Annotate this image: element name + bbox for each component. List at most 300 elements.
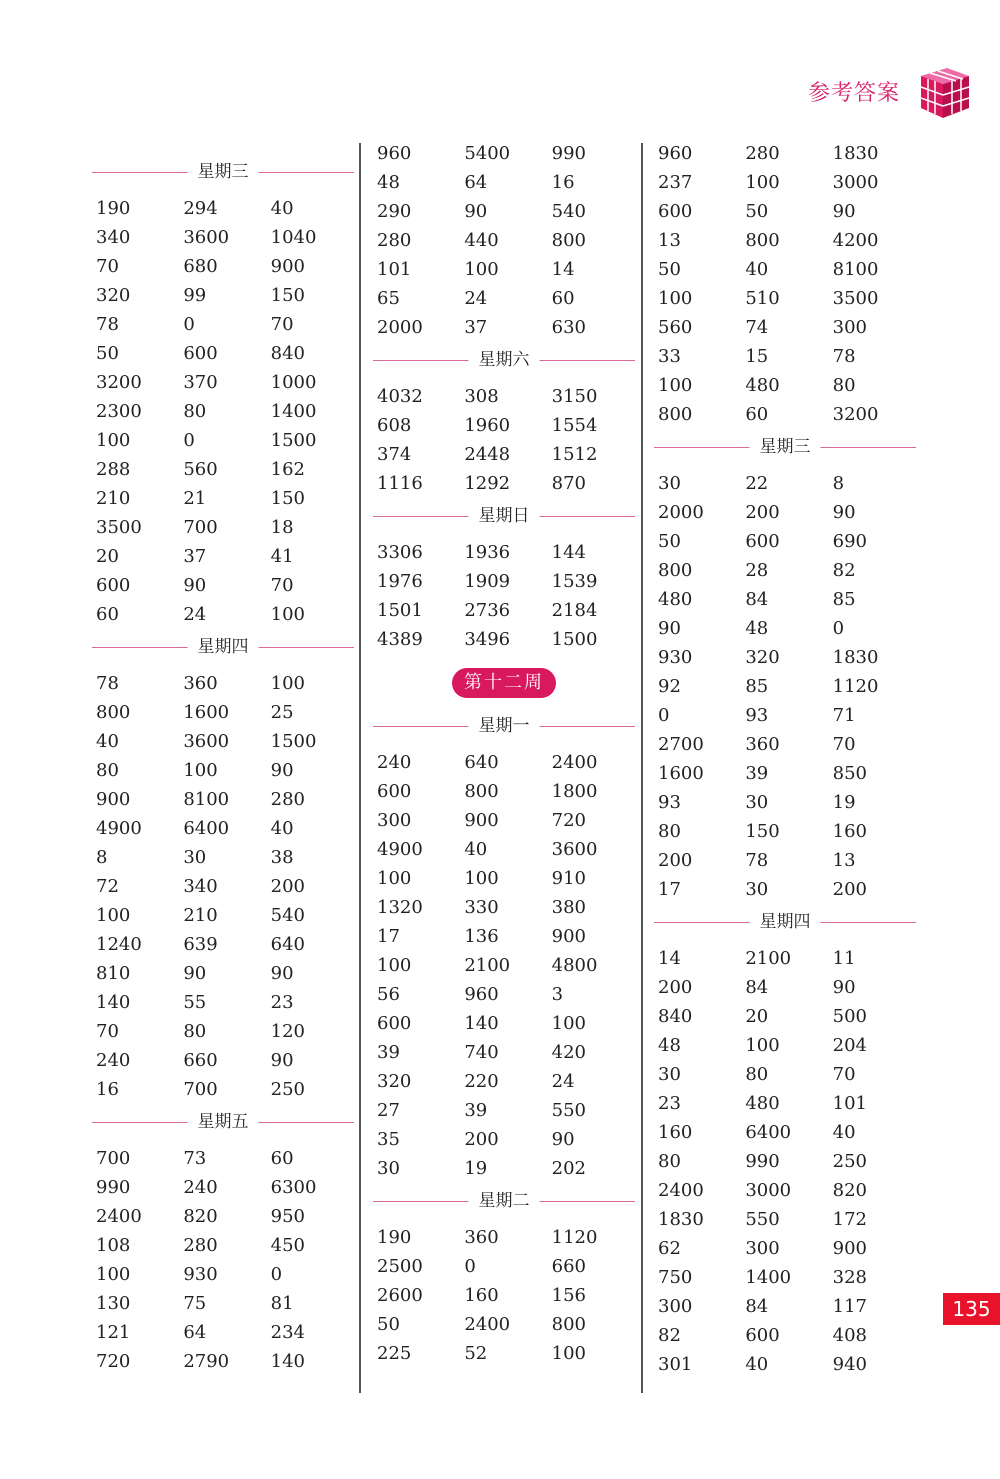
answer-value: 600 (377, 1013, 412, 1034)
answer-value: 200 (270, 876, 306, 897)
answer-value: 90 (270, 760, 294, 781)
answer-value: 48 (377, 172, 400, 193)
answer-value: 639 (183, 934, 218, 955)
answer-value: 4900 (96, 818, 142, 839)
answer-value: 1240 (96, 934, 142, 955)
answer-value: 2400 (464, 1314, 511, 1335)
answer-row (92, 281, 354, 310)
answer-value: 100 (270, 673, 306, 694)
answer-value: 960 (377, 143, 412, 164)
answer-row (92, 1017, 354, 1046)
answer-value: 3306 (377, 542, 423, 563)
answer-value: 100 (377, 955, 412, 976)
answer-value: 80 (183, 401, 207, 422)
answer-value: 660 (183, 1050, 218, 1071)
answer-value: 990 (551, 143, 587, 164)
answer-block (92, 669, 354, 1104)
answer-value: 640 (270, 934, 306, 955)
answer-row (373, 1252, 635, 1281)
answer-value: 0 (658, 705, 670, 726)
answer-value: 200 (464, 1129, 499, 1150)
answer-value: 13 (658, 230, 681, 251)
answer-value: 64 (183, 1322, 207, 1343)
answer-value: 172 (832, 1209, 868, 1230)
answer-value: 17 (658, 879, 681, 900)
answer-row (654, 255, 916, 284)
answer-row (373, 538, 635, 567)
answer-value: 16 (96, 1079, 119, 1100)
answer-row (92, 959, 354, 988)
answer-value: 2400 (96, 1206, 142, 1227)
section-title: 星期四 (188, 633, 259, 661)
answer-value: 108 (96, 1235, 131, 1256)
answer-value: 740 (464, 1042, 499, 1063)
answer-row (373, 1067, 635, 1096)
answer-value: 1960 (464, 415, 511, 436)
answer-value: 2600 (377, 1285, 423, 1306)
answer-value: 14 (551, 259, 575, 280)
answer-value: 70 (832, 734, 856, 755)
answer-row (654, 788, 916, 817)
answer-row (373, 1339, 635, 1368)
answer-row (373, 1281, 635, 1310)
answer-row (92, 843, 354, 872)
answer-value: 55 (183, 992, 207, 1013)
answer-value: 2184 (551, 600, 598, 621)
answer-value: 3500 (832, 288, 879, 309)
answer-value: 700 (96, 1148, 131, 1169)
section-heading (92, 1108, 354, 1138)
answer-row (654, 1234, 916, 1263)
answer-value: 2500 (377, 1256, 423, 1277)
answer-row (654, 371, 916, 400)
answer-value: 52 (464, 1343, 488, 1364)
answer-value: 810 (96, 963, 131, 984)
answer-value: 3600 (551, 839, 598, 860)
answer-value: 3200 (832, 404, 879, 425)
answer-value: 320 (745, 647, 780, 668)
answer-value: 75 (183, 1293, 207, 1314)
answer-value: 19 (832, 792, 856, 813)
answer-value: 90 (832, 502, 856, 523)
answer-value: 22 (745, 473, 769, 494)
section-heading (373, 502, 635, 532)
answer-value: 2100 (464, 955, 511, 976)
answer-value: 37 (183, 546, 207, 567)
answer-value: 1320 (377, 897, 423, 918)
answer-value: 0 (183, 314, 195, 335)
answer-value: 2400 (658, 1180, 704, 1201)
answer-value: 70 (96, 1021, 119, 1042)
answer-row (373, 951, 635, 980)
answer-value: 60 (270, 1148, 294, 1169)
answer-value: 600 (745, 531, 780, 552)
answer-value: 120 (270, 1021, 306, 1042)
answer-row (654, 1176, 916, 1205)
column-divider-2 (641, 143, 643, 1393)
answer-value: 4200 (832, 230, 879, 251)
answer-value: 190 (96, 198, 131, 219)
answer-row (373, 835, 635, 864)
answer-row (654, 556, 916, 585)
answer-value: 204 (832, 1035, 868, 1056)
answer-value: 2000 (658, 502, 704, 523)
answer-row (654, 1060, 916, 1089)
header-title: 参考答案 (808, 81, 901, 106)
answer-value: 28 (745, 560, 769, 581)
answer-column-3 (654, 139, 916, 1379)
answer-value: 240 (377, 752, 412, 773)
answer-value: 92 (658, 676, 681, 697)
answer-row (92, 872, 354, 901)
answer-value: 234 (270, 1322, 306, 1343)
answer-value: 30 (183, 847, 207, 868)
answer-value: 100 (96, 905, 131, 926)
answer-value: 60 (745, 404, 769, 425)
answer-value: 600 (96, 575, 131, 596)
answer-value: 40 (745, 259, 769, 280)
answer-value: 300 (832, 317, 868, 338)
answer-row (92, 1289, 354, 1318)
answer-row (92, 1347, 354, 1376)
answer-value: 940 (832, 1354, 868, 1375)
section-heading (92, 633, 354, 663)
answer-value: 90 (658, 618, 681, 639)
answer-value: 1830 (832, 143, 879, 164)
answer-value: 690 (832, 531, 868, 552)
answer-row (654, 527, 916, 556)
answer-value: 0 (832, 618, 845, 639)
answer-value: 200 (832, 879, 868, 900)
answer-value: 15 (745, 346, 769, 367)
answer-row (373, 1310, 635, 1339)
answer-row (654, 701, 916, 730)
answer-value: 11 (832, 948, 856, 969)
answer-value: 82 (658, 1325, 681, 1346)
answer-value: 100 (270, 604, 306, 625)
answer-row (373, 596, 635, 625)
answer-value: 40 (464, 839, 488, 860)
answer-value: 990 (96, 1177, 131, 1198)
answer-row (654, 168, 916, 197)
answer-value: 78 (832, 346, 856, 367)
answer-value: 100 (551, 1013, 587, 1034)
section-heading (92, 158, 354, 188)
answer-value: 101 (377, 259, 412, 280)
answer-block (654, 944, 916, 1379)
answer-value: 60 (96, 604, 119, 625)
answer-value: 50 (658, 259, 681, 280)
answer-value: 930 (658, 647, 693, 668)
answer-row (654, 875, 916, 904)
answer-value: 100 (551, 1343, 587, 1364)
answer-row (92, 1075, 354, 1104)
answer-value: 84 (745, 1296, 769, 1317)
answer-row (373, 922, 635, 951)
answer-row (92, 727, 354, 756)
section-title: 星期三 (750, 433, 821, 461)
answer-value: 117 (832, 1296, 868, 1317)
answer-value: 600 (183, 343, 218, 364)
answer-value: 80 (96, 760, 119, 781)
answer-value: 3600 (183, 731, 230, 752)
answer-row (373, 255, 635, 284)
answer-value: 80 (658, 1151, 681, 1172)
answer-value: 60 (551, 288, 575, 309)
answer-row (92, 542, 354, 571)
answer-block (373, 382, 635, 498)
answer-value: 50 (745, 201, 769, 222)
answer-value: 500 (832, 1006, 868, 1027)
answer-value: 100 (183, 760, 218, 781)
answer-row (654, 284, 916, 313)
answer-value: 660 (551, 1256, 587, 1277)
answer-row (92, 1260, 354, 1289)
answer-row (92, 223, 354, 252)
answer-row (373, 567, 635, 596)
week-banner (373, 668, 635, 698)
answer-row (654, 400, 916, 429)
answer-row (654, 846, 916, 875)
answer-value: 0 (183, 430, 195, 451)
answer-value: 50 (658, 531, 681, 552)
answer-value: 30 (745, 879, 769, 900)
answer-value: 4800 (551, 955, 598, 976)
answer-value: 121 (96, 1322, 131, 1343)
answer-row (654, 643, 916, 672)
answer-value: 1500 (270, 731, 317, 752)
answer-row (373, 411, 635, 440)
answer-row (92, 1144, 354, 1173)
answer-value: 550 (745, 1209, 780, 1230)
answer-row (92, 484, 354, 513)
answer-column-2 (373, 139, 635, 1368)
answer-value: 0 (464, 1256, 476, 1277)
answer-value: 90 (832, 201, 856, 222)
answer-row (92, 339, 354, 368)
answer-value: 6400 (745, 1122, 792, 1143)
answer-value: 700 (183, 1079, 218, 1100)
answer-value: 480 (745, 1093, 780, 1114)
answer-value: 800 (745, 230, 780, 251)
column-divider-1 (359, 143, 361, 1393)
answer-value: 90 (183, 963, 207, 984)
answer-value: 1936 (464, 542, 511, 563)
answer-row (373, 284, 635, 313)
section-title: 星期一 (469, 712, 540, 740)
answer-value: 0 (270, 1264, 283, 1285)
answer-row (373, 313, 635, 342)
answer-value: 3600 (183, 227, 230, 248)
answer-value: 90 (183, 575, 207, 596)
answer-value: 80 (183, 1021, 207, 1042)
answer-value: 680 (183, 256, 218, 277)
answer-row (92, 930, 354, 959)
answer-value: 1040 (270, 227, 317, 248)
answer-value: 38 (270, 847, 294, 868)
answer-value: 408 (832, 1325, 868, 1346)
section-heading (654, 908, 916, 938)
answer-value: 640 (464, 752, 499, 773)
answer-value: 700 (183, 517, 218, 538)
answer-value: 8 (832, 473, 845, 494)
answer-value: 600 (745, 1325, 780, 1346)
answer-value: 78 (96, 673, 119, 694)
answer-row (654, 139, 916, 168)
answer-value: 23 (658, 1093, 681, 1114)
answer-value: 100 (745, 1035, 780, 1056)
answer-value: 6400 (183, 818, 230, 839)
answer-value: 156 (551, 1285, 587, 1306)
answer-value: 800 (551, 230, 587, 251)
answer-value: 280 (183, 1235, 218, 1256)
answer-value: 20 (745, 1006, 769, 1027)
answer-value: 70 (832, 1064, 856, 1085)
answer-value: 1554 (551, 415, 598, 436)
answer-value: 14 (658, 948, 681, 969)
answer-value: 190 (377, 1227, 412, 1248)
answer-value: 150 (270, 488, 306, 509)
answer-value: 288 (96, 459, 131, 480)
answer-row (373, 139, 635, 168)
answer-row (654, 817, 916, 846)
answer-row (92, 756, 354, 785)
answer-row (92, 600, 354, 629)
answer-value: 608 (377, 415, 412, 436)
answer-value: 72 (96, 876, 119, 897)
answer-value: 62 (658, 1238, 681, 1259)
answer-row (92, 814, 354, 843)
answer-row (373, 625, 635, 654)
answer-value: 720 (96, 1351, 131, 1372)
answer-value: 225 (377, 1343, 412, 1364)
answer-row (654, 313, 916, 342)
answer-value: 200 (745, 502, 780, 523)
answer-value: 17 (377, 926, 400, 947)
answer-value: 510 (745, 288, 780, 309)
answer-value: 27 (377, 1100, 400, 1121)
answer-value: 220 (464, 1071, 499, 1092)
answer-row (654, 1118, 916, 1147)
answer-value: 328 (832, 1267, 868, 1288)
answer-value: 13 (832, 850, 856, 871)
answer-value: 1400 (745, 1267, 792, 1288)
answer-value: 39 (745, 763, 769, 784)
answer-row (654, 226, 916, 255)
answer-value: 30 (745, 792, 769, 813)
answer-value: 50 (377, 1314, 400, 1335)
answer-value: 900 (551, 926, 587, 947)
answer-block (373, 538, 635, 654)
answer-value: 480 (658, 589, 693, 610)
answer-value: 30 (377, 1158, 400, 1179)
answer-value: 35 (377, 1129, 400, 1150)
answer-row (654, 469, 916, 498)
answer-value: 1400 (270, 401, 317, 422)
answer-value: 800 (658, 560, 693, 581)
answer-value: 308 (464, 386, 499, 407)
answer-value: 19 (464, 1158, 488, 1179)
answer-value: 360 (183, 673, 218, 694)
answer-value: 150 (270, 285, 306, 306)
answer-row (654, 342, 916, 371)
answer-value: 720 (551, 810, 587, 831)
answer-value: 990 (745, 1151, 780, 1172)
answer-value: 70 (96, 256, 119, 277)
answer-value: 560 (183, 459, 218, 480)
answer-row (92, 426, 354, 455)
answer-value: 250 (270, 1079, 306, 1100)
section-title: 星期五 (188, 1108, 259, 1136)
answer-value: 82 (832, 560, 856, 581)
answer-value: 290 (377, 201, 412, 222)
answer-row (92, 513, 354, 542)
answer-row (654, 1002, 916, 1031)
answer-value: 1116 (377, 473, 423, 494)
answer-value: 90 (551, 1129, 575, 1150)
answer-value: 210 (96, 488, 131, 509)
answer-block (373, 1223, 635, 1368)
answer-value: 71 (832, 705, 856, 726)
answer-value: 320 (377, 1071, 412, 1092)
answer-value: 48 (745, 618, 769, 639)
answer-value: 78 (96, 314, 119, 335)
answer-value: 1500 (551, 629, 598, 650)
answer-row (654, 672, 916, 701)
answer-value: 8100 (832, 259, 879, 280)
answer-column-1 (92, 154, 354, 1376)
answer-value: 2448 (464, 444, 511, 465)
answer-value: 3150 (551, 386, 598, 407)
answer-value: 18 (270, 517, 294, 538)
answer-block (373, 748, 635, 1183)
answer-value: 30 (658, 473, 681, 494)
answer-value: 250 (832, 1151, 868, 1172)
answer-value: 16 (551, 172, 575, 193)
answer-value: 150 (745, 821, 780, 842)
answer-value: 820 (832, 1180, 868, 1201)
answer-row (654, 1205, 916, 1234)
answer-value: 100 (658, 375, 693, 396)
answer-value: 80 (832, 375, 856, 396)
answer-value: 600 (377, 781, 412, 802)
answer-value: 160 (464, 1285, 499, 1306)
answer-row (92, 785, 354, 814)
answer-value: 24 (551, 1071, 575, 1092)
answer-row (92, 455, 354, 484)
answer-row (92, 1318, 354, 1347)
answer-row (92, 1231, 354, 1260)
answer-value: 1539 (551, 571, 598, 592)
answer-value: 50 (96, 343, 119, 364)
answer-value: 300 (658, 1296, 693, 1317)
answer-value: 1600 (658, 763, 704, 784)
answer-value: 850 (832, 763, 868, 784)
answer-value: 2100 (745, 948, 792, 969)
section-heading (373, 1187, 635, 1217)
answer-block (92, 1144, 354, 1376)
answer-row (373, 893, 635, 922)
answer-value: 374 (377, 444, 412, 465)
answer-value: 800 (658, 404, 693, 425)
answer-row (654, 197, 916, 226)
answer-row (654, 1147, 916, 1176)
answer-value: 33 (658, 346, 681, 367)
answer-block (654, 469, 916, 904)
answer-value: 90 (832, 977, 856, 998)
answer-value: 41 (270, 546, 294, 567)
answer-value: 301 (658, 1354, 693, 1375)
